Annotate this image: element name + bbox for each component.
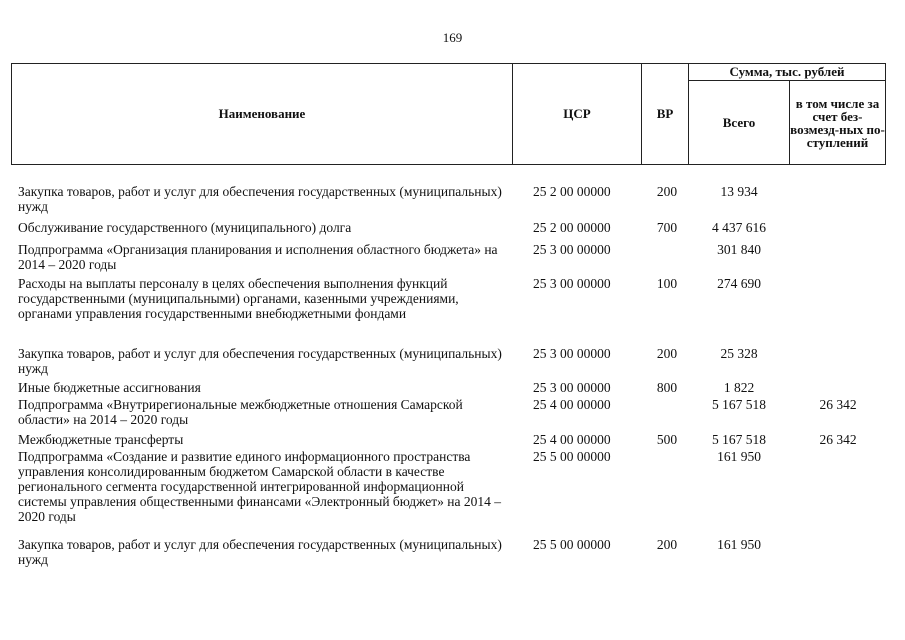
header-sum: Сумма, тыс. рублей xyxy=(689,64,886,81)
row-vr: 200 xyxy=(656,537,678,552)
header-csr: ЦСР xyxy=(513,64,642,165)
row-csr: 25 3 00 00000 xyxy=(533,346,611,361)
row-csr: 25 4 00 00000 xyxy=(533,432,611,447)
row-name: Иные бюджетные ассигнования xyxy=(18,380,201,395)
row-total: 13 934 xyxy=(720,184,758,199)
row-name: Закупка товаров, работ и услуг для обеспечения государственных (муниципальных) нужд xyxy=(18,184,502,214)
header-vr: ВР xyxy=(642,64,689,165)
row-csr: 25 5 00 00000 xyxy=(533,537,611,552)
row-vr: 200 xyxy=(656,346,678,361)
row-total: 25 328 xyxy=(720,346,758,361)
row-name: Обслуживание государственного (муниципального) долга xyxy=(18,220,352,235)
header-name: Наименование xyxy=(12,64,513,165)
row-csr: 25 5 00 00000 xyxy=(533,449,611,464)
row-vr: 500 xyxy=(656,432,678,447)
row-vr: 800 xyxy=(656,380,678,395)
row-total: 161 950 xyxy=(717,449,761,464)
row-total: 301 840 xyxy=(717,242,761,257)
row-free: 26 342 xyxy=(819,397,857,412)
page-number: 169 xyxy=(442,30,463,45)
row-total: 4 437 616 xyxy=(712,220,766,235)
row-name: Закупка товаров, работ и услуг для обеспечения государственных (муниципальных) нужд xyxy=(18,537,502,567)
row-name: Подпрограмма «Внутрирегиональные межбюджетные отношения Самарской области» на 2014 – 2020 годы xyxy=(18,397,463,427)
row-name: Закупка товаров, работ и услуг для обеспечения государственных (муниципальных) нужд xyxy=(18,346,502,376)
row-total: 1 822 xyxy=(723,380,755,395)
row-vr: 700 xyxy=(656,220,678,235)
row-vr: 100 xyxy=(656,276,678,291)
row-vr: 200 xyxy=(656,184,678,199)
row-name: Межбюджетные трансферты xyxy=(18,432,184,447)
row-total: 161 950 xyxy=(717,537,761,552)
row-total: 5 167 518 xyxy=(712,397,766,412)
row-free: 26 342 xyxy=(819,432,857,447)
row-name: Расходы на выплаты персоналу в целях обеспечения выполнения функций государственными (муниципальными) органами, казенными учреждениями, органами управления государственными внебюджетными фондами xyxy=(18,276,459,321)
row-csr: 25 3 00 00000 xyxy=(533,242,611,257)
row-csr: 25 2 00 00000 xyxy=(533,220,611,235)
row-csr: 25 3 00 00000 xyxy=(533,380,611,395)
row-total: 5 167 518 xyxy=(712,432,766,447)
header-free: в том числе за счет без-возмезд-ных по-ступлений xyxy=(790,81,886,165)
row-csr: 25 2 00 00000 xyxy=(533,184,611,199)
row-total: 274 690 xyxy=(717,276,761,291)
row-name: Подпрограмма «Создание и развитие единого информационного пространства управления консолидированным бюджетом Самарской области в качестве регионального сегмента государственной интегрированной информационной системы управления общественными финансами «Электронный бюджет» на 2014 – 2020 годы xyxy=(18,449,501,524)
row-name: Подпрограмма «Организация планирования и исполнения областного бюджета» на 2014 – 2020 годы xyxy=(18,242,498,272)
row-csr: 25 4 00 00000 xyxy=(533,397,611,412)
header-total: Всего xyxy=(689,81,790,165)
row-csr: 25 3 00 00000 xyxy=(533,276,611,291)
